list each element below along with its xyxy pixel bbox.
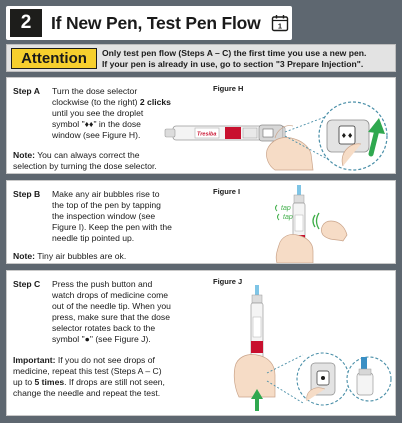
note-line xyxy=(13,150,157,161)
bold-span: 5 times xyxy=(34,376,65,387)
text-span: clockwise (to the right) xyxy=(52,96,140,107)
step-a-line: window (see Figure H). xyxy=(52,129,141,140)
step-c-line: press, make sure that the dose xyxy=(52,311,170,322)
note-label: Note: xyxy=(13,251,35,261)
step-b-line: Figure I). Keep the pen with the xyxy=(52,221,172,232)
step-a-line: Turn the dose selector xyxy=(52,86,138,96)
attention-bar xyxy=(6,44,396,72)
step-a-note xyxy=(13,150,157,172)
step-b-note xyxy=(13,251,126,262)
tap-label-1: tap xyxy=(281,205,291,212)
text-span: . If drops are still not seen, xyxy=(64,376,165,387)
calendar-digit: 1 xyxy=(277,21,282,31)
text-span: You can always correct the xyxy=(34,150,140,160)
figure-j-label: Figure J xyxy=(213,277,243,286)
calendar-icon xyxy=(271,14,289,32)
step-b-line: needle tip pointed up. xyxy=(52,232,135,243)
figure-i-label: Figure I xyxy=(213,187,241,196)
text-span: symbol " xyxy=(52,333,85,344)
text-span: " (see Figure J). xyxy=(89,333,151,344)
text-span: up to xyxy=(13,376,35,387)
step-b-label: Step B xyxy=(13,189,41,199)
attention-text xyxy=(102,48,394,69)
important-line xyxy=(13,377,165,388)
text-span: symbol " xyxy=(52,118,85,129)
step-c-line: out of the needle tip. When you xyxy=(52,300,171,311)
section-number: 2 xyxy=(10,9,42,37)
step-b-panel xyxy=(6,180,396,264)
figure-i-illustration xyxy=(237,185,387,263)
step-c-text xyxy=(52,279,171,344)
step-c-line: watch drops of medicine come xyxy=(52,289,169,300)
step-c-line: selector rotates back to the xyxy=(52,322,156,333)
step-c-label: Step C xyxy=(13,279,41,289)
droplet-symbol-zoom: ♦♦ xyxy=(340,132,354,140)
dot-symbol: ● xyxy=(84,333,90,344)
step-c-line: Press the push button and xyxy=(52,279,153,289)
note-line: selection by turning the dose selector. xyxy=(13,160,157,171)
step-a-line: until you see the droplet xyxy=(52,107,144,118)
figure-h-illustration xyxy=(163,92,393,172)
text-span: If you do not see drops of xyxy=(55,355,155,365)
step-c-important xyxy=(13,355,165,399)
note-label: Note: xyxy=(13,150,35,160)
important-line xyxy=(13,355,165,366)
figure-j-illustration xyxy=(211,285,393,415)
section-header xyxy=(6,6,292,40)
attention-line-1: Only test pen flow (Steps A – C) the first time you use a new pen. xyxy=(102,48,367,58)
bold-span: 2 clicks xyxy=(139,96,171,107)
step-b-line: the inspection window (see xyxy=(52,210,156,221)
step-b-text xyxy=(52,189,172,244)
text-span: Tiny air bubbles are ok. xyxy=(34,251,127,261)
step-a-label: Step A xyxy=(13,86,40,96)
pen-brand-text: Tresiba xyxy=(197,131,217,138)
step-a-line xyxy=(52,119,171,130)
section-title: If New Pen, Test Pen Flow xyxy=(51,12,261,33)
important-line: medicine, repeat this test (Steps A – C) xyxy=(13,365,162,376)
step-c-line xyxy=(52,334,171,345)
step-a-line xyxy=(52,97,171,108)
text-span: " in the dose xyxy=(93,118,141,129)
step-b-line: the top of the pen by tapping xyxy=(52,199,161,210)
droplet-symbol: ♦♦ xyxy=(84,118,94,129)
step-a-text xyxy=(52,86,171,141)
tap-label-2: tap xyxy=(283,214,293,221)
step-c-panel xyxy=(6,270,396,416)
attention-badge: Attention xyxy=(11,48,97,69)
attention-line-2: If your pen is already in use, go to section "3 Prepare Injection". xyxy=(102,58,364,69)
important-line: change the needle and repeat the test. xyxy=(13,387,161,398)
important-label: Important: xyxy=(13,355,56,365)
figure-h-label: Figure H xyxy=(213,84,244,93)
step-a-panel xyxy=(6,77,396,174)
step-b-line: Make any air bubbles rise to xyxy=(52,189,160,199)
